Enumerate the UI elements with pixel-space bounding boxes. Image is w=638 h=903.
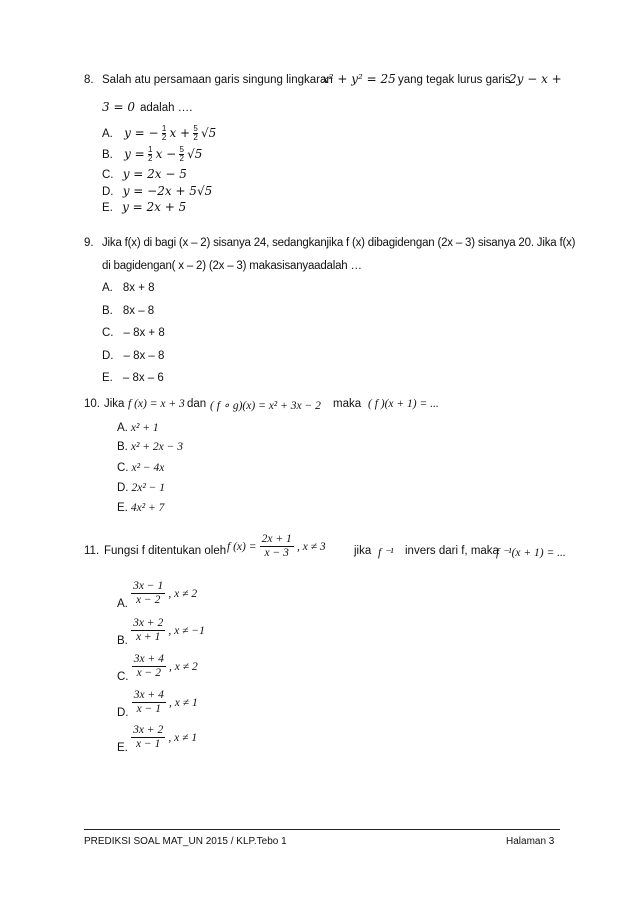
q8-text-1: Salah atu persamaan garis singung lingkaran <box>102 74 333 86</box>
q11-function-f: f (x) = $\frac{2x + 1}{x - 3}$ , x ≠ 3 <box>227 533 326 560</box>
q9-option-b[interactable]: B. 8x – 8 <box>102 305 155 317</box>
q9-option-a[interactable]: A. 8x + 8 <box>102 282 155 294</box>
q11-text-2: invers dari f, maka <box>405 545 499 557</box>
q9-option-c[interactable]: C. – 8x + 8 <box>102 327 165 339</box>
q11-option-d[interactable]: D. $\frac{3x + 4}{x - 1}$ , x ≠ 1 <box>117 689 198 719</box>
q11-option-e[interactable]: E. $\frac{3x + 2}{x - 1}$ , x ≠ 1 <box>117 724 198 754</box>
q9-option-e[interactable]: E. – 8x – 6 <box>102 372 164 384</box>
footer-left: PREDIKSI SOAL MAT_UN 2015 / KLP.Tebo 1 <box>84 836 287 847</box>
q10-question-expr: ( f )(x + 1) = ... <box>368 398 439 410</box>
q9-number: 9. <box>84 237 94 249</box>
q10-option-a[interactable]: A. x² + 1 <box>117 422 159 434</box>
q10-option-b[interactable]: B. x² + 2x − 3 <box>117 441 184 453</box>
q8-equation-line-end: 3 = 0 <box>102 100 135 114</box>
q10-jika: Jika <box>104 398 125 410</box>
q10-function-fog: ( f ∘ g)(x) = x² + 3x − 2 <box>210 400 321 412</box>
q11-question-expr: f ⁻¹(x + 1) = ... <box>496 547 566 559</box>
q8-option-e[interactable]: E. y = 2x + 5 <box>102 200 187 214</box>
q9-option-d[interactable]: D. – 8x – 8 <box>102 350 165 362</box>
q10-option-c[interactable]: C. x² − 4x <box>117 462 165 474</box>
q10-dan: dan <box>187 398 207 410</box>
q8-option-d[interactable]: D. y = −2x + 5√5 <box>102 184 213 198</box>
q11-number: 11. <box>84 545 100 557</box>
q10-option-e[interactable]: E. 4x² + 7 <box>117 502 165 514</box>
q11-option-a[interactable]: A. $\frac{3x - 1}{x - 2}$ , x ≠ 2 <box>117 580 198 610</box>
q9-text-2: di bagidengan( x – 2) (2x – 3) makasisanyaadalah … <box>102 260 362 272</box>
q8-text-3: adalah …. <box>140 102 193 114</box>
q11-option-b[interactable]: B. $\frac{3x + 2}{x + 1}$ , x ≠ −1 <box>117 617 205 647</box>
q11-jika: jika <box>354 545 372 557</box>
q8-equation-circle: x² + y² = 25 <box>322 72 396 86</box>
q8-equation-line: 2y − x + <box>509 72 562 86</box>
q11-f-inverse: f ⁻¹ <box>378 547 394 559</box>
q11-text-1: Fungsi f ditentukan oleh <box>104 545 227 557</box>
q8-option-c[interactable]: C. y = 2x − 5 <box>102 167 187 181</box>
q10-function-f: f (x) = x + 3 <box>128 398 185 410</box>
q10-option-d[interactable]: D. 2x² − 1 <box>117 482 166 494</box>
q10-number: 10. <box>84 398 100 410</box>
q8-text-2: yang tegak lurus garis <box>398 74 511 86</box>
q8-number: 8. <box>84 74 94 86</box>
q8-option-b[interactable]: B. y = $\frac{1}{2}$ x − $\frac{5}{2} √5$ <box>102 145 203 164</box>
q8-option-a[interactable]: A. y = − $\frac{1}{2}$ x + $\frac{5}{2} √5$ <box>102 124 217 143</box>
q11-option-c[interactable]: C. $\frac{3x + 4}{x - 2}$ , x ≠ 2 <box>117 653 198 683</box>
q9-text-1: Jika f(x) di bagi (x – 2) sisanya 24, sedangkanjika f (x) dibagidengan (2x – 3) sisanya 20. Jika f(x) <box>102 237 576 249</box>
footer-divider <box>84 829 560 830</box>
q10-maka: maka <box>333 398 362 410</box>
footer-page-number: Halaman 3 <box>506 836 555 847</box>
